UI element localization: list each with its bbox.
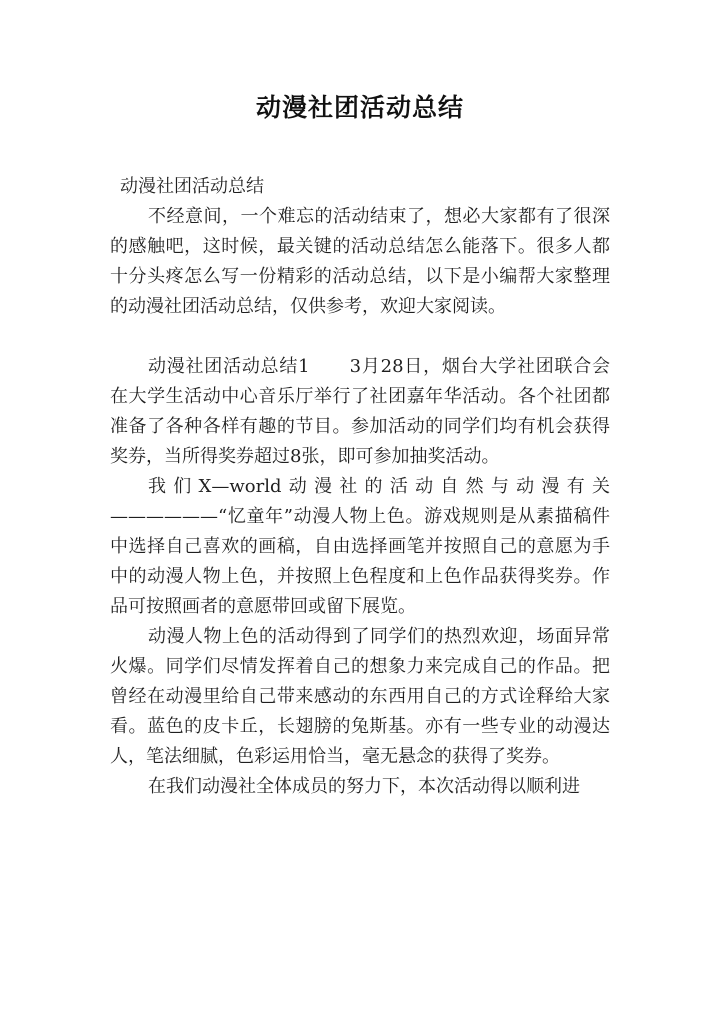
intro-paragraph: 不经意间，一个难忘的活动结束了，想必大家都有了很深的感触吧，这时候，最关键的活动总结怎么能落下。很多人都十分头疼怎么写一份精彩的活动总结，以下是小编帮大家整理的动漫社团活动总结，仅供参考，欢迎大家阅读。	[110, 206, 610, 317]
document-title: 动漫社团活动总结	[255, 93, 464, 122]
section-paragraph-4: 在我们动漫社全体成员的努力下，本次活动得以顺利进	[148, 776, 580, 797]
section-heading: 动漫社团活动总结1	[148, 356, 310, 377]
document-body	[110, 172, 610, 802]
paragraph-spacer	[110, 322, 610, 352]
section-paragraph-3: 动漫人物上色的活动得到了同学们的热烈欢迎，场面异常火爆。同学们尽情发挥着自己的想象力来完成自己的作品。把曾经在动漫里给自己带来感动的东西用自己的方式诠释给大家看。蓝色的皮卡丘，长翅膀的兔斯基。亦有一些专业的动漫达人，笔法细腻，色彩运用恰当，毫无悬念的获得了奖券。	[110, 626, 610, 767]
section-paragraph-1	[110, 352, 610, 472]
document-subtitle: 动漫社团活动总结	[120, 176, 264, 197]
section-paragraph-2: 我们X—world动漫社的活动自然与动漫有关——————“忆童年”动漫人物上色。游戏规则是从素描稿件中选择自己喜欢的画稿，自由选择画笔并按照自己的意愿为手中的动漫人物上色，并按照上色程度和上色作品获得奖券。作品可按照画者的意愿带回或留下展览。	[110, 476, 610, 617]
section-paragraph-1-text: 3月28日，烟台大学社团联合会在大学生活动中心音乐厅举行了社团嘉年华活动。各个社团都准备了各种各样有趣的节目。参加活动的同学们均有机会获得奖券，当所得奖券超过8张，即可参加抽奖活动。	[110, 356, 611, 467]
